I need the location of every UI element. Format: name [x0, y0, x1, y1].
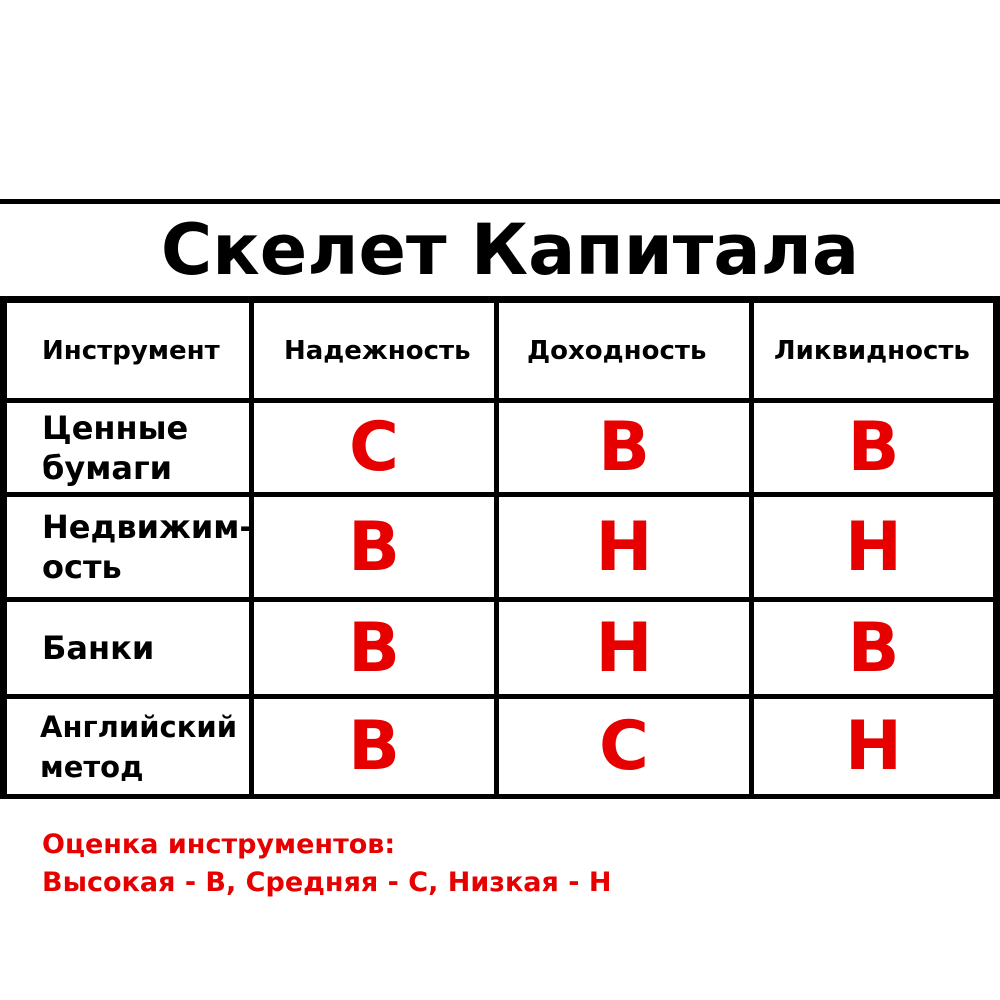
legend-scale: Высокая - В, Средняя - С, Низкая - Н: [42, 867, 612, 898]
grade-banks-reliability: В: [348, 608, 400, 688]
row-label-securities: [42, 403, 249, 492]
row-label-line: Недвижим-: [42, 508, 253, 546]
table-border-left: [0, 296, 7, 799]
grade-banks-liquidity: В: [847, 608, 900, 688]
row-label-line: метод: [40, 749, 144, 784]
top-divider: [0, 199, 1000, 204]
row-label-banks: [42, 602, 249, 694]
grade-real-estate-reliability: В: [348, 507, 400, 587]
grade-english-method-liquidity: Н: [845, 707, 902, 786]
header-yield: Доходность: [527, 335, 707, 366]
grade-securities-yield: В: [598, 408, 650, 487]
table-border-top: [0, 296, 1000, 303]
grade-banks-yield: Н: [595, 608, 653, 688]
row-label-line: Английский: [40, 709, 238, 744]
row-label-line: Ценные: [42, 408, 189, 447]
legend-title: Оценка инструментов:: [42, 829, 396, 860]
capital-table: [0, 296, 1000, 799]
table-border-bottom: [0, 794, 1000, 799]
grade-english-method-yield: С: [599, 707, 649, 786]
row-label-real-estate: [42, 497, 272, 597]
page-title: Скелет Капитала: [160, 209, 860, 291]
header-liquidity: Ликвидность: [774, 335, 970, 366]
grade-securities-liquidity: В: [847, 408, 900, 487]
grade-securities-reliability: С: [349, 408, 399, 487]
row-label-line: Банки: [42, 629, 155, 667]
grade-english-method-reliability: В: [348, 707, 400, 786]
row-label-line: бумаги: [42, 448, 173, 487]
header-instrument: Инструмент: [42, 335, 220, 366]
header-reliability: Надежность: [284, 335, 471, 366]
grade-real-estate-yield: Н: [595, 507, 653, 587]
row-label-english-method: [40, 699, 249, 794]
grade-legend: [42, 826, 611, 902]
row-label-line: ость: [42, 548, 122, 586]
grade-real-estate-liquidity: Н: [845, 507, 902, 587]
